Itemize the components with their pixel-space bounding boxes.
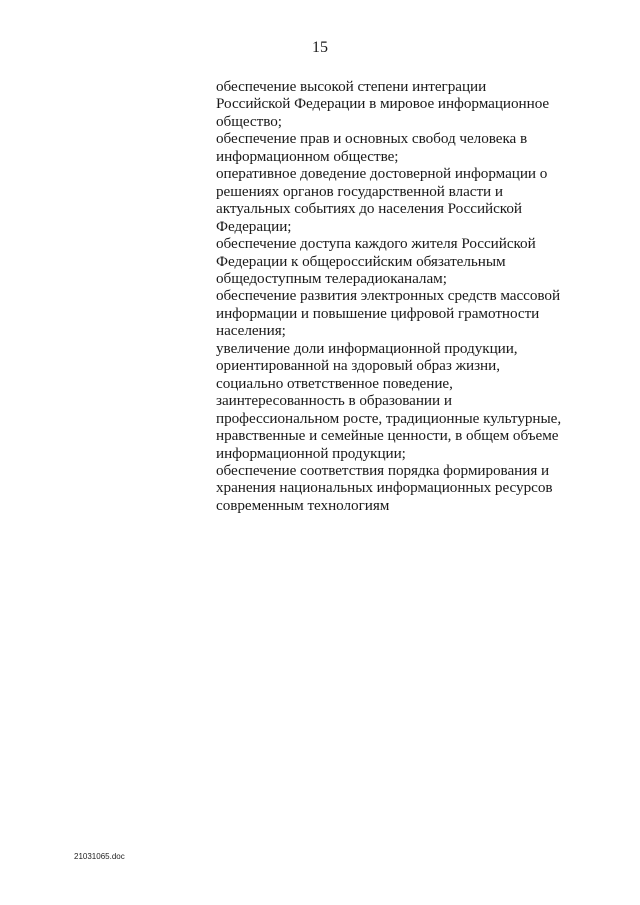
- text-line: обеспечение развития электронных средств массовой: [216, 287, 561, 305]
- text-line: обеспечение соответствия порядка формирования и: [216, 461, 550, 479]
- text-line: оперативное доведение достоверной информации о: [216, 165, 548, 183]
- text-line: Федерации к общероссийским обязательным: [216, 252, 506, 270]
- text-line: информационной продукции;: [216, 444, 406, 462]
- text-line: обеспечение прав и основных свобод человека в: [216, 130, 528, 148]
- text-line: общедоступным телерадиоканалам;: [216, 269, 447, 287]
- text-line: современным технологиям: [216, 496, 390, 514]
- text-line: ориентированной на здоровый образ жизни,: [216, 357, 500, 375]
- text-line: Российской Федерации в мировое информационное: [216, 95, 550, 113]
- text-line: общество;: [216, 112, 282, 130]
- text-line: профессиональном росте, традиционные культурные,: [216, 409, 562, 427]
- text-line: социально ответственное поведение,: [216, 374, 453, 392]
- footer-code: 21031065.doc: [74, 852, 125, 861]
- text-line: решениях органов государственной власти и: [216, 182, 503, 200]
- text-line: населения;: [216, 322, 286, 340]
- text-line: заинтересованность в образовании и: [216, 392, 452, 410]
- text-line: информационном обществе;: [216, 147, 399, 165]
- text-line: Федерации;: [216, 217, 292, 235]
- text-line: обеспечение доступа каждого жителя Российской: [216, 235, 536, 253]
- text-line: информации и повышение цифровой грамотности: [216, 304, 540, 322]
- text-line: нравственные и семейные ценности, в общем объеме: [216, 427, 559, 445]
- text-line: актуальных событиях до населения Российской: [216, 200, 522, 218]
- text-line: обеспечение высокой степени интеграции: [216, 78, 487, 95]
- page-number: 15: [312, 39, 328, 56]
- text-line: хранения национальных информационных ресурсов: [216, 479, 553, 497]
- text-line: увеличение доли информационной продукции,: [216, 339, 518, 357]
- body-text: [216, 78, 566, 514]
